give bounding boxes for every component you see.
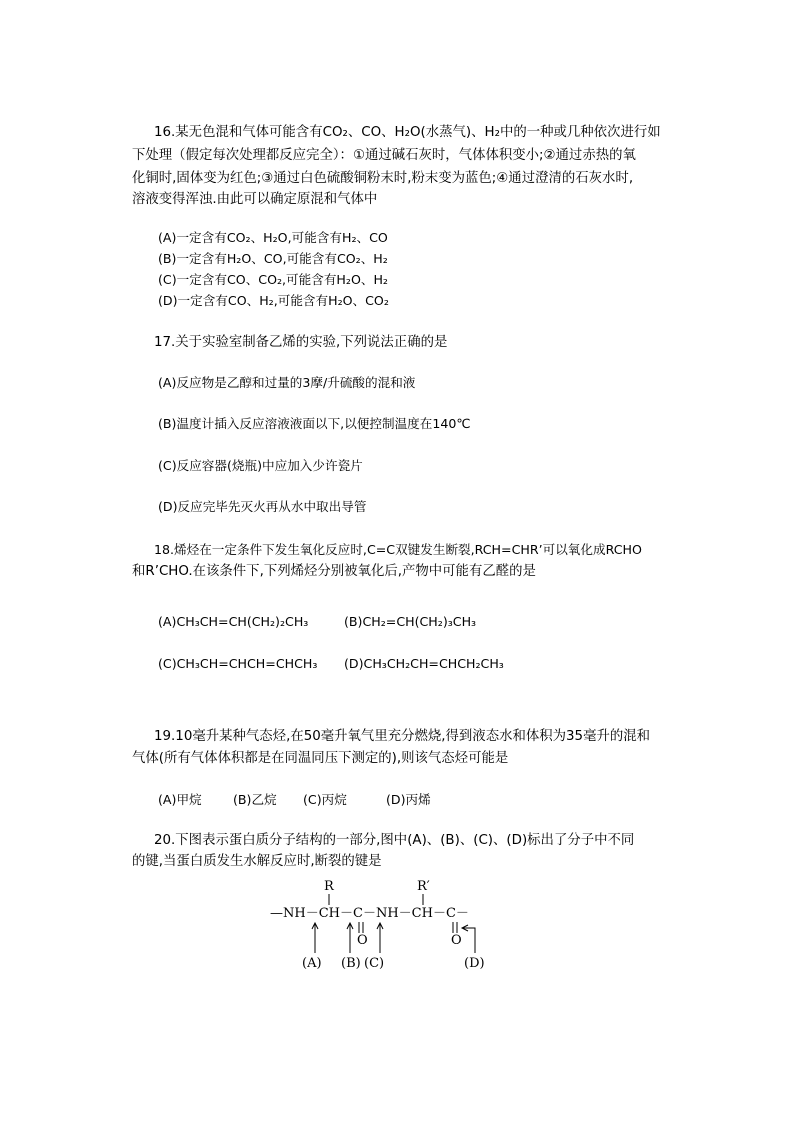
- substituent-r-prime: R′: [417, 879, 430, 894]
- q19-option-a: (A)甲烷: [158, 792, 202, 807]
- q19-option-c: (C)丙烷: [303, 792, 347, 807]
- q18-option-c: (C)CH₃CH=CHCH=CHCH₃: [158, 656, 318, 671]
- carbonyl-oxygen-1: O: [357, 933, 368, 948]
- q17-option-c: (C)反应容器(烧瓶)中应加入少许瓷片: [158, 458, 363, 473]
- peptide-chain: —NH－CH－C－NH－CH－C－: [270, 906, 469, 921]
- q18-option-b: (B)CH₂=CH(CH₂)₃CH₃: [344, 614, 477, 629]
- q16-stem-line-2: 下处理（假定每次处理都反应完全）：①通过碱石灰时，气体体积变小;②通过赤热的氧: [132, 148, 636, 163]
- q19-option-d: (D)丙烯: [386, 792, 431, 807]
- substituent-r: R: [324, 879, 334, 894]
- q18-option-d: (D)CH₃CH₂CH=CHCH₂CH₃: [344, 656, 504, 671]
- q16-stem-line-3: 化铜时,固体变为红色;③通过白色硫酸铜粉末时,粉末变为蓝色;④通过澄清的石灰水时,: [132, 171, 634, 186]
- q19-option-b: (B)乙烷: [233, 792, 277, 807]
- q20-stem-line-1: 20.下图表示蛋白质分子结构的一部分,图中(A)、(B)、(C)、(D)标出了分子中不同: [154, 833, 635, 848]
- q17-stem: 17.关于实验室制备乙烯的实验,下列说法正确的是: [154, 335, 448, 350]
- q16-stem-line-1: 16.某无色混和气体可能含有CO₂、CO、H₂O(水蒸气)、H₂中的一种或几种依次进行如: [154, 125, 661, 140]
- bond-label-c: (C): [364, 956, 385, 971]
- q16-option-d: (D)一定含有CO、H₂,可能含有H₂O、CO₂: [158, 293, 389, 308]
- q18-option-a: (A)CH₃CH=CH(CH₂)₂CH₃: [158, 614, 309, 629]
- q20-stem-line-2: 的键,当蛋白质发生水解反应时,断裂的键是: [132, 854, 382, 869]
- arrow-d: [463, 928, 475, 953]
- q17-option-a: (A)反应物是乙醇和过量的3摩/升硫酸的混和液: [158, 375, 416, 390]
- q18-stem-line-1: 18.烯烃在一定条件下发生氧化反应时,C=C双键发生断裂,RCH=CHR’可以氧化成RCHO: [154, 542, 642, 557]
- q16-option-b: (B)一定含有H₂O、CO,可能含有CO₂、H₂: [158, 251, 388, 266]
- bond-label-d: (D): [464, 956, 485, 971]
- q17-option-b: (B)温度计插入反应溶液液面以下,以便控制温度在140℃: [158, 416, 471, 431]
- protein-structure-diagram: [268, 872, 498, 972]
- q17-option-d: (D)反应完毕先灭火再从水中取出导管: [158, 499, 367, 514]
- q16-option-a: (A)一定含有CO₂、H₂O,可能含有H₂、CO: [158, 230, 388, 245]
- q16-stem-line-4: 溶液变得浑浊.由此可以确定原混和气体中: [132, 192, 378, 207]
- q18-stem-line-2: 和R’CHO.在该条件下,下列烯烃分别被氧化后,产物中可能有乙醛的是: [132, 564, 536, 579]
- q19-stem-line-2: 气体(所有气体体积都是在同温同压下测定的),则该气态烃可能是: [132, 751, 509, 766]
- bond-label-a: (A): [302, 956, 322, 971]
- q19-stem-line-1: 19.10毫升某种气态烃,在50毫升氧气里充分燃烧,得到液态水和体积为35毫升的混和: [154, 729, 651, 744]
- carbonyl-oxygen-2: O: [451, 933, 462, 948]
- q16-option-c: (C)一定含有CO、CO₂,可能含有H₂O、H₂: [158, 272, 388, 287]
- bond-label-b: (B): [341, 956, 361, 971]
